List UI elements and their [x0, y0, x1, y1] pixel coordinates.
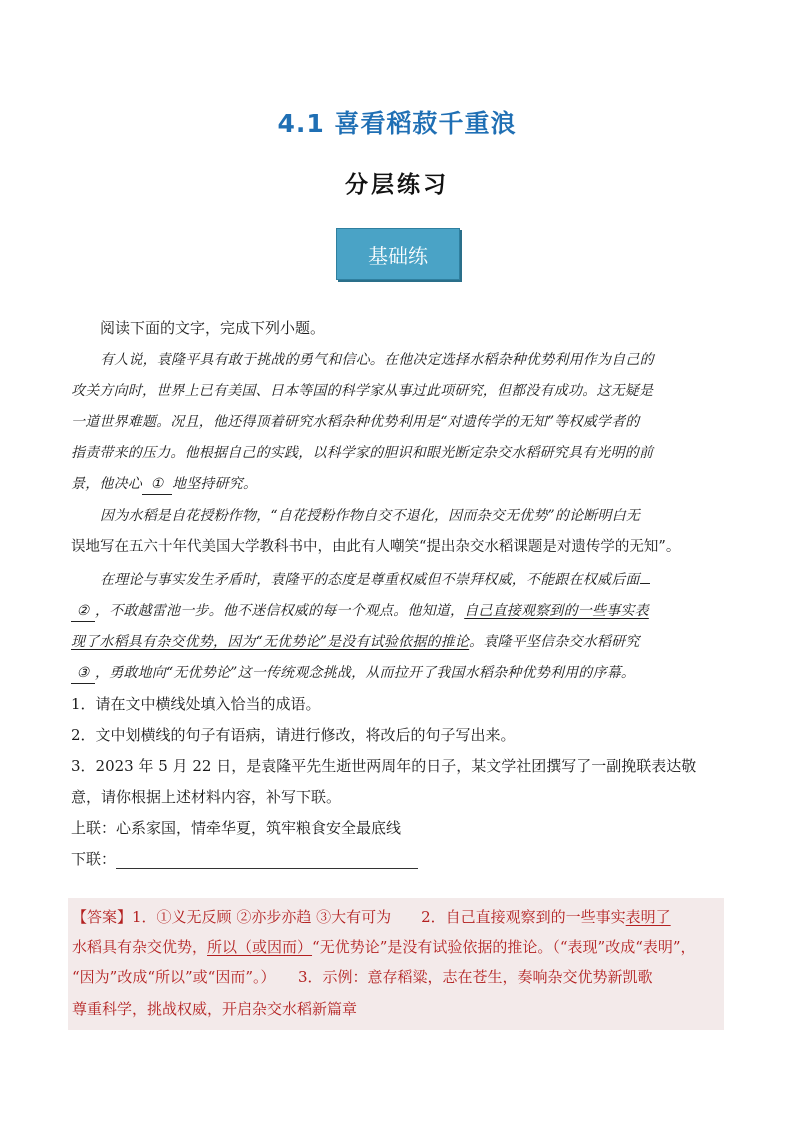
passage-line: 因为水稻是自花授粉作物，“自花授粉作物自交不退化，因而杂交无优势”的论断明白无: [100, 508, 641, 524]
question-3: 3．2023 年 5 月 22 日，是袁隆平先生逝世两周年的日子，某文学社团撰写了一副挽联表达敬: [71, 757, 697, 775]
passage-text: 地坚持研究。: [172, 476, 258, 492]
blank-1: ①: [142, 474, 172, 495]
lower-couplet-label: 下联：: [71, 850, 117, 868]
passage-text: ，勇敢地向“无优势论”这一传统观念挑战，从而拉开了我国水稻杂种优势利用的序幕。: [95, 665, 636, 681]
question-1: 1．请在文中横线处填入恰当的成语。: [71, 695, 321, 713]
answer-line: 尊重科学，挑战权威，开启杂交水稻新篇章: [72, 1000, 358, 1018]
passage-line: [71, 632, 723, 652]
answer-underlined: 表明了: [625, 908, 671, 926]
passage-line: 有人说，袁隆平具有敢于挑战的勇气和信心。在他决定选择水稻杂种优势利用作为自己的: [100, 352, 654, 368]
underlined-sentence: 自己直接观察到的一些事实表: [464, 603, 649, 619]
passage-text: 。袁隆平坚信杂交水稻研究: [469, 634, 640, 650]
answer-line: “因为”改成“所以”或“因而”。） 3．示例：意存稻粱，志在苍生，奏响杂交优势新凯歌: [72, 968, 653, 986]
page-title: 4.1 喜看稻菽千重浪: [277, 109, 517, 138]
passage-line: 一道世界难题。况且，他还得顶着研究水稻杂种优势利用是“对遗传学的无知”等权威学者的: [71, 414, 640, 430]
blank-2-start: [640, 583, 650, 584]
upper-couplet: 上联：心系家国，情牵华夏，筑牢粮食安全最底线: [71, 819, 402, 837]
blank-2: ②: [71, 601, 95, 622]
passage-line: [71, 663, 723, 684]
answer-fill-line[interactable]: [116, 852, 418, 869]
passage-line: [71, 601, 723, 622]
answer-underlined: 所以（或因而）: [207, 938, 313, 956]
answer-text: 水稻具有杂交优势，: [72, 938, 208, 956]
passage-line: 攻关方向时，世界上已有美国、日本等国的科学家从事过此项研究，但都没有成功。这无疑是: [71, 383, 654, 399]
question-3-cont: 意，请你根据上述材料内容，补写下联。: [71, 788, 342, 806]
passage-line: 误地写在五六十年代美国大学教科书中，由此有人嘲笑“提出杂交水稻课题是对遗传学的无知”。: [71, 539, 681, 555]
section-badge: 基础练: [336, 228, 460, 280]
passage-text: 在理论与事实发生矛盾时，袁隆平的态度是尊重权威但不崇拜权威，不能跟在权威后面: [100, 572, 640, 588]
page-subtitle: 分层练习: [345, 171, 449, 198]
passage-line: [100, 570, 752, 590]
passage-intro: 阅读下面的文字，完成下列小题。: [100, 319, 326, 337]
question-2: 2．文中划横线的句子有语病，请进行修改，将改后的句子写出来。: [71, 726, 516, 744]
answer-line: [72, 936, 724, 958]
passage-text: ，不敢越雷池一步。他不迷信权威的每一个观点。他知道，: [95, 603, 465, 619]
passage-line: [71, 474, 723, 495]
blank-3: ③: [71, 663, 95, 684]
answer-text: “无优势论”是没有试验依据的推论。（“表现”改成“表明”，: [312, 938, 696, 956]
passage-line: 指责带来的压力。他根据自己的实践，以科学家的胆识和眼光断定杂交水稻研究具有光明的前: [71, 445, 654, 461]
underlined-sentence: 现了水稻具有杂交优势，因为“无优势论”是没有试验依据的推论: [71, 634, 470, 650]
answer-line: [72, 906, 724, 928]
passage-text: 景，他决心: [71, 476, 142, 492]
lower-couplet: [71, 849, 723, 869]
answer-text: 【答案】1．①义无反顾 ②亦步亦趋 ③大有可为 2．自己直接观察到的一些事实: [72, 908, 626, 926]
